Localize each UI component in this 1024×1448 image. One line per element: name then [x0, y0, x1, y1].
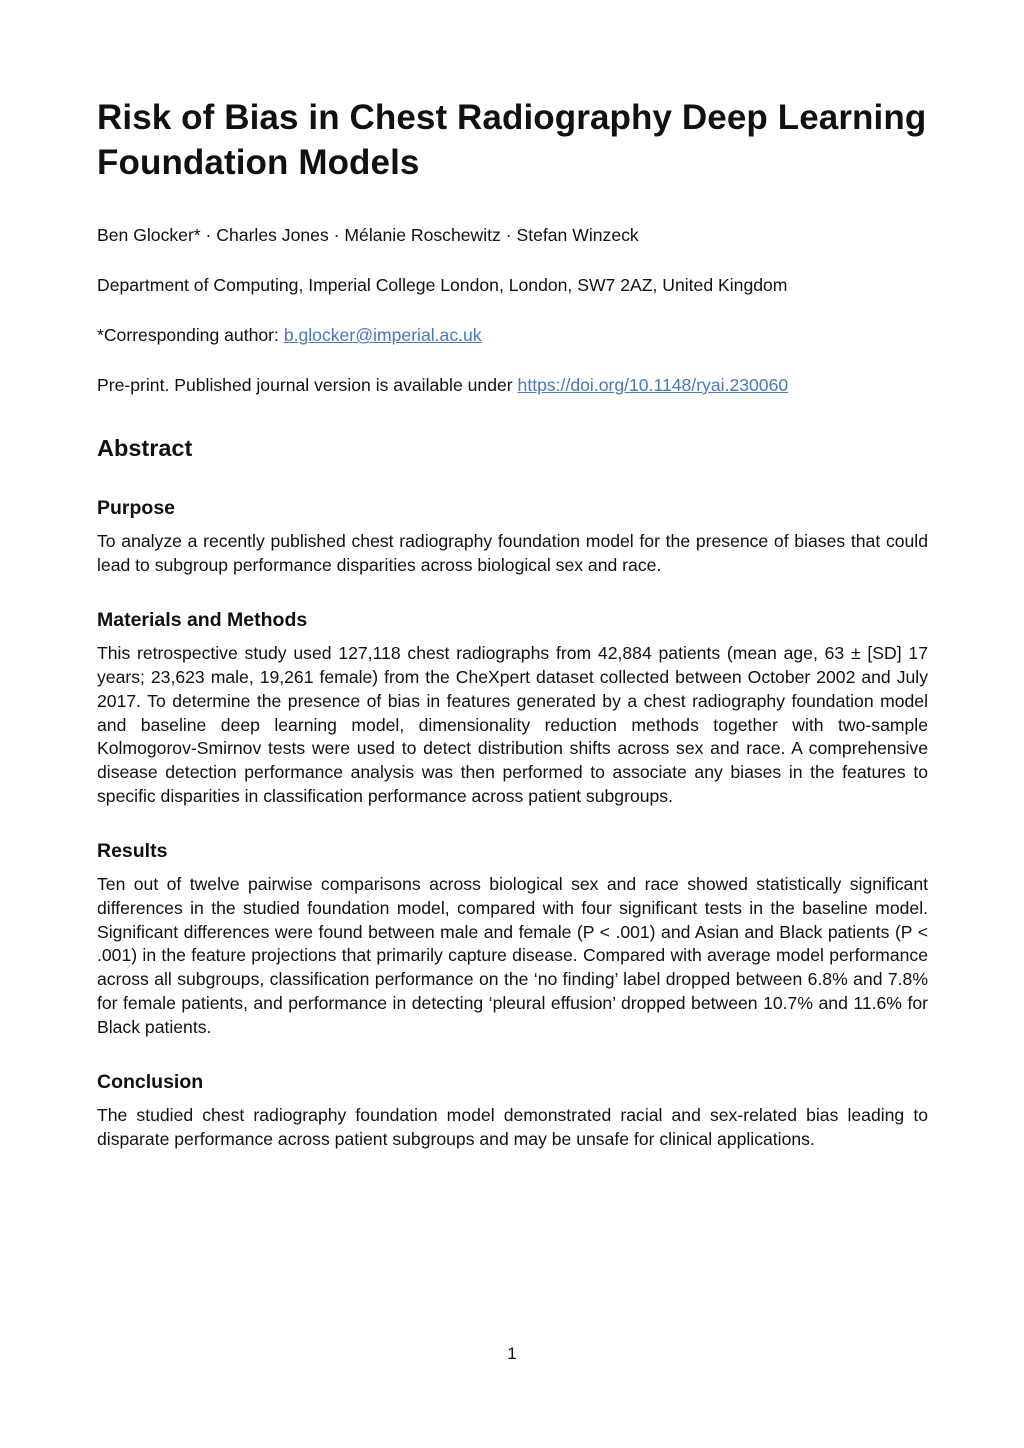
abstract-section-purpose — [97, 495, 928, 577]
section-heading: Purpose — [97, 497, 176, 519]
author-list: Ben Glocker* · Charles Jones · Mélanie Roschewitz · Stefan Winzeck — [97, 225, 639, 245]
abstract-section-conclusion — [97, 1069, 928, 1151]
corresponding-author — [97, 323, 928, 347]
corresponding-email-link[interactable]: b.glocker@imperial.ac.uk — [283, 325, 482, 345]
abstract-section-methods — [97, 607, 928, 808]
section-body: To analyze a recently published chest radiography foundation model for the presence of biases that could lead to subgroup performance disparities across biological sex and race. — [97, 531, 928, 575]
section-heading: Materials and Methods — [97, 609, 308, 632]
page-content — [97, 95, 928, 1152]
section-heading: Conclusion — [97, 1071, 204, 1094]
paper-title: Risk of Bias in Chest Radiography Deep Learning Foundation Models — [97, 98, 927, 182]
section-body: This retrospective study used 127,118 chest radiographs from 42,884 patients (mean age, 63 ± [SD] 17 years; 23,623 male, 19,261 female) from the CheXpert dataset collected between October 2002 and July 2017. To determine the presence of bias in features generated by a chest radiography foundation model and baseline deep learning model, dimensionality reduction methods together with two-sample Kolmogorov-Smirnov tests were used to detect distribution shifts across sex and race. A comprehensive disease detection performance analysis was then performed to associate any biases in the features to specific disparities in classification performance across patient subgroups. — [97, 643, 928, 806]
preprint-label: Pre-print. Published journal version is available under — [97, 375, 518, 395]
section-heading: Results — [97, 840, 168, 863]
abstract-section-results — [97, 838, 928, 1039]
affiliation: Department of Computing, Imperial College London, London, SW7 2AZ, United Kingdom — [97, 275, 788, 295]
corresponding-label: *Corresponding author: — [97, 325, 284, 345]
abstract-heading: Abstract — [97, 435, 193, 461]
page-number: 1 — [507, 1344, 517, 1363]
doi-link[interactable]: https://doi.org/10.1148/ryai.230060 — [517, 375, 789, 395]
section-body: The studied chest radiography foundation model demonstrated racial and sex-related bias leading to disparate performance across patient subgroups and may be unsafe for clinical applications. — [97, 1105, 928, 1149]
preprint-note — [97, 373, 928, 397]
section-body: Ten out of twelve pairwise comparisons across biological sex and race showed statistically significant differences in the studied foundation model, compared with four significant tests in the baseline model. Significant differences were found between male and female (P < .001) and Asian and Black patients (P < .001) in the feature projections that primarily capture disease. Compared with average model performance across all subgroups, classification performance on the ‘no finding’ label dropped between 6.8% and 7.8% for female patients, and performance in detecting ‘pleural effusion’ dropped between 10.7% and 11.6% for Black patients. — [97, 874, 928, 1037]
